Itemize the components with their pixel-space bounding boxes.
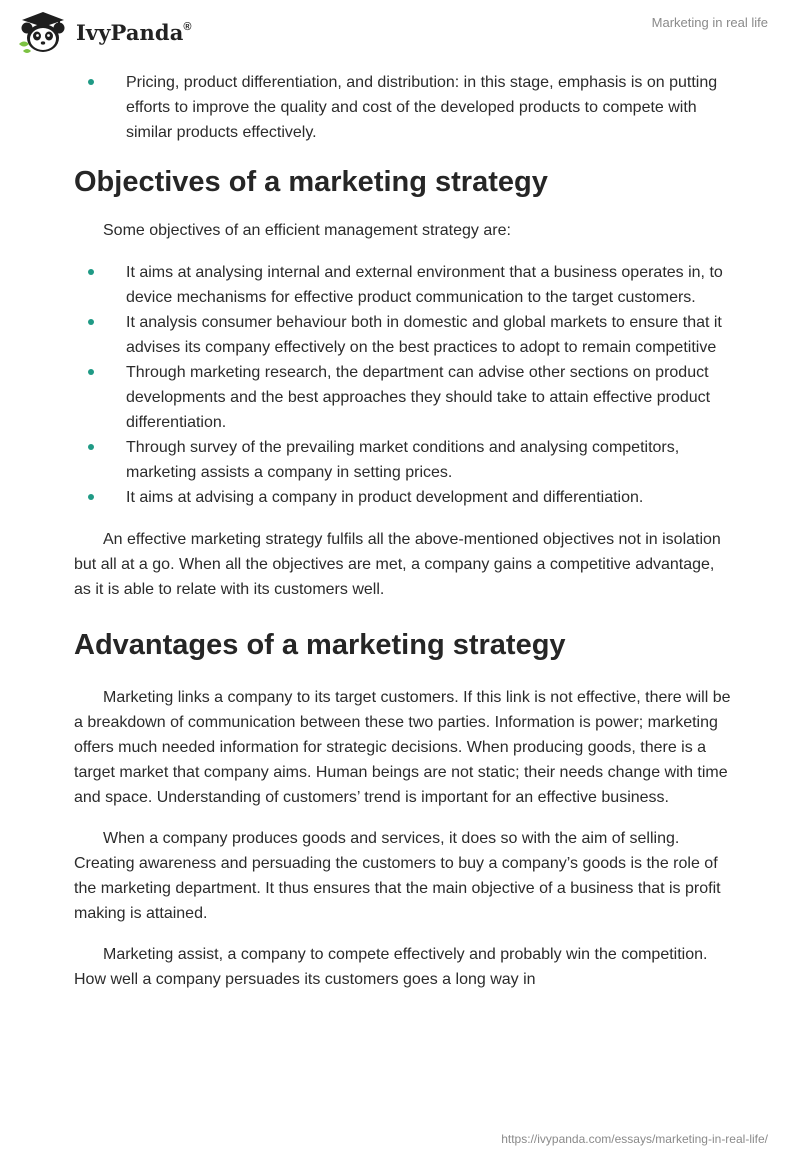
brand-name: IvyPanda® bbox=[76, 19, 192, 45]
paragraph: When a company produces goods and services, it does so with the aim of selling. Creating awareness and persuading the customers to buy a company’s goods is the role of the marketing department. It thus ensures that the main objective of a business that is profit making is attained. bbox=[74, 830, 721, 922]
panda-logo-icon bbox=[14, 8, 72, 56]
objectives-bullet-list bbox=[74, 260, 734, 510]
list-item: Pricing, product differentiation, and distribution: in this stage, emphasis is on putting efforts to improve the quality and cost of the developed products to compete with similar products effectively. bbox=[74, 70, 734, 145]
ivypanda-logo[interactable] bbox=[14, 8, 192, 56]
bullet-icon bbox=[88, 319, 94, 325]
section-lead-text: Some objectives of an efficient management strategy are: bbox=[103, 222, 511, 239]
paragraph: Marketing links a company to its target customers. If this link is not effective, there will be a breakdown of communication between these two parties. Information is power; marketing offers much needed information for strategic decisions. When producing goods, there is a target market that company aims. Human beings are not static; their needs change with time and space. Understanding of customers’ trend is important for an effective business. bbox=[74, 689, 731, 806]
document-title: Marketing in real life bbox=[651, 15, 768, 30]
list-item: Through survey of the prevailing market conditions and analysing competitors, marketing assists a company in setting prices. bbox=[74, 435, 734, 485]
section-heading-advantages: Advantages of a marketing strategy bbox=[74, 629, 566, 661]
bullet-icon bbox=[88, 79, 94, 85]
intro-bullet-list bbox=[74, 70, 734, 145]
list-item: It aims at advising a company in product development and differentiation. bbox=[74, 485, 734, 510]
page-header bbox=[0, 0, 800, 64]
paragraph: An effective marketing strategy fulfils all the above-mentioned objectives not in isolation but all at a go. When all the objectives are met, a company gains a competitive advantage, as it is able to relate with its customers well. bbox=[74, 531, 721, 598]
bullet-icon bbox=[88, 444, 94, 450]
bullet-icon bbox=[88, 269, 94, 275]
bullet-icon bbox=[88, 369, 94, 375]
list-item: Through marketing research, the department can advise other sections on product developments and the best approaches they should take to attain effective product differentiation. bbox=[74, 360, 734, 435]
paragraph: Marketing assist, a company to compete effectively and probably win the competition. How well a company persuades its customers goes a long way in bbox=[74, 946, 708, 988]
bullet-icon bbox=[88, 494, 94, 500]
source-url[interactable]: https://ivypanda.com/essays/marketing-in-real-life/ bbox=[501, 1132, 768, 1146]
essay-content bbox=[74, 70, 734, 992]
list-item: It analysis consumer behaviour both in domestic and global markets to ensure that it advises its company effectively on the best practices to adopt to remain competitive bbox=[74, 310, 734, 360]
list-item: It aims at analysing internal and external environment that a business operates in, to device mechanisms for effective product communication to the target customers. bbox=[74, 260, 734, 310]
section-heading-objectives: Objectives of a marketing strategy bbox=[74, 166, 548, 198]
